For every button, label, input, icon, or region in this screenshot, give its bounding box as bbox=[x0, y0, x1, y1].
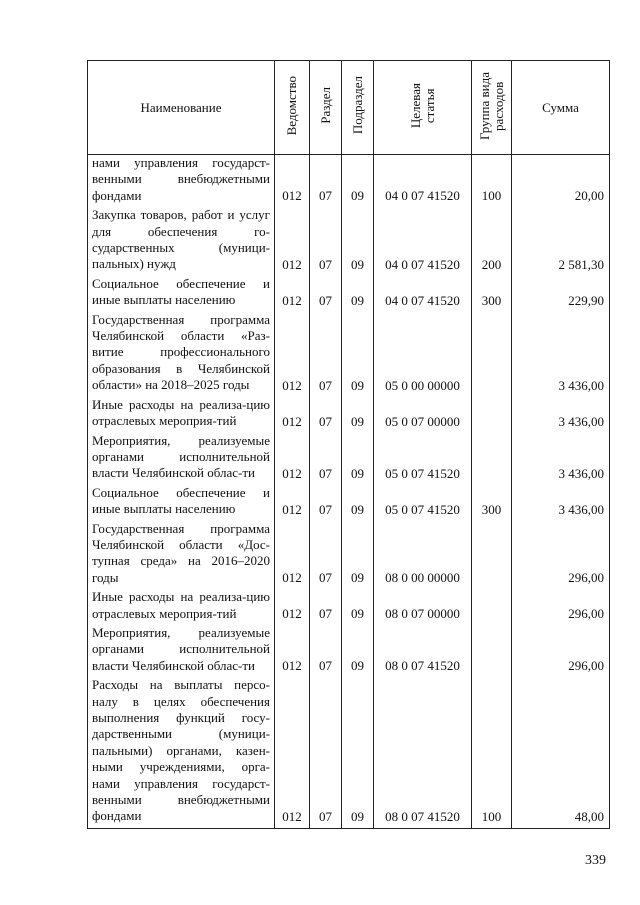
cell-target: 08 0 07 41520 bbox=[374, 625, 472, 677]
cell-exp-group bbox=[472, 589, 512, 625]
page-number: 339 bbox=[585, 853, 606, 868]
cell-target: 04 0 07 41520 bbox=[374, 207, 472, 276]
cell-dept: 012 bbox=[275, 312, 310, 397]
cell-sum: 229,90 bbox=[512, 276, 610, 312]
table-row bbox=[88, 276, 610, 312]
cell-section: 07 bbox=[310, 397, 342, 433]
table-row bbox=[88, 521, 610, 590]
cell-dept: 012 bbox=[275, 589, 310, 625]
cell-dept: 012 bbox=[275, 485, 310, 521]
cell-sum: 296,00 bbox=[512, 625, 610, 677]
header-subsection: Подраздел bbox=[342, 61, 374, 155]
table-row bbox=[88, 677, 610, 828]
cell-dept: 012 bbox=[275, 155, 310, 208]
table-row bbox=[88, 433, 610, 485]
cell-name: Иные расходы на реализа-цию отраслевых мероприя-тий bbox=[88, 589, 275, 625]
cell-exp-group: 100 bbox=[472, 155, 512, 208]
cell-exp-group: 200 bbox=[472, 207, 512, 276]
header-exp-group: Группа вида расходов bbox=[472, 61, 512, 155]
table-row bbox=[88, 485, 610, 521]
cell-name: нами управления государст-венными внебюджетными фондами bbox=[88, 155, 275, 208]
cell-section: 07 bbox=[310, 521, 342, 590]
cell-dept: 012 bbox=[275, 433, 310, 485]
cell-sum: 2 581,30 bbox=[512, 207, 610, 276]
cell-section: 07 bbox=[310, 155, 342, 208]
cell-sum: 296,00 bbox=[512, 521, 610, 590]
header-name: Наименование bbox=[88, 61, 275, 155]
cell-target: 05 0 07 00000 bbox=[374, 397, 472, 433]
cell-exp-group: 300 bbox=[472, 485, 512, 521]
cell-exp-group bbox=[472, 521, 512, 590]
cell-sum: 3 436,00 bbox=[512, 433, 610, 485]
cell-target: 04 0 07 41520 bbox=[374, 276, 472, 312]
table-row bbox=[88, 207, 610, 276]
cell-subsection: 09 bbox=[342, 521, 374, 590]
cell-section: 07 bbox=[310, 485, 342, 521]
cell-section: 07 bbox=[310, 312, 342, 397]
cell-name: Иные расходы на реализа-цию отраслевых мероприя-тий bbox=[88, 397, 275, 433]
cell-dept: 012 bbox=[275, 521, 310, 590]
cell-section: 07 bbox=[310, 589, 342, 625]
budget-table bbox=[87, 60, 610, 829]
cell-exp-group: 300 bbox=[472, 276, 512, 312]
cell-subsection: 09 bbox=[342, 397, 374, 433]
cell-section: 07 bbox=[310, 625, 342, 677]
cell-target: 05 0 00 00000 bbox=[374, 312, 472, 397]
table-header-row bbox=[88, 61, 610, 155]
cell-subsection: 09 bbox=[342, 677, 374, 828]
cell-name: Закупка товаров, работ и услуг для обеспечения го-сударственных (муници-пальных) нужд bbox=[88, 207, 275, 276]
cell-sum: 3 436,00 bbox=[512, 312, 610, 397]
cell-section: 07 bbox=[310, 207, 342, 276]
cell-dept: 012 bbox=[275, 207, 310, 276]
cell-exp-group: 100 bbox=[472, 677, 512, 828]
table-row bbox=[88, 625, 610, 677]
cell-target: 05 0 07 41520 bbox=[374, 485, 472, 521]
cell-sum: 48,00 bbox=[512, 677, 610, 828]
cell-name: Социальное обеспечение и иные выплаты населению bbox=[88, 276, 275, 312]
cell-subsection: 09 bbox=[342, 207, 374, 276]
cell-subsection: 09 bbox=[342, 312, 374, 397]
header-target: Целевая статья bbox=[374, 61, 472, 155]
cell-name: Мероприятия, реализуемые органами исполнительной власти Челябинской облас-ти bbox=[88, 433, 275, 485]
cell-name: Государственная программа Челябинской области «Раз-витие профессионального образования в Челябинской области» на 2018–2025 годы bbox=[88, 312, 275, 397]
cell-name: Государственная программа Челябинской области «Дос-тупная среда» на 2016–2020 годы bbox=[88, 521, 275, 590]
table-row bbox=[88, 155, 610, 208]
table-row bbox=[88, 312, 610, 397]
cell-sum: 20,00 bbox=[512, 155, 610, 208]
cell-subsection: 09 bbox=[342, 276, 374, 312]
cell-subsection: 09 bbox=[342, 433, 374, 485]
cell-target: 08 0 00 00000 bbox=[374, 521, 472, 590]
cell-target: 04 0 07 41520 bbox=[374, 155, 472, 208]
cell-subsection: 09 bbox=[342, 155, 374, 208]
cell-target: 05 0 07 41520 bbox=[374, 433, 472, 485]
cell-section: 07 bbox=[310, 433, 342, 485]
cell-target: 08 0 07 00000 bbox=[374, 589, 472, 625]
cell-exp-group bbox=[472, 397, 512, 433]
cell-dept: 012 bbox=[275, 677, 310, 828]
cell-dept: 012 bbox=[275, 397, 310, 433]
table-row bbox=[88, 397, 610, 433]
cell-name: Расходы на выплаты персо-налу в целях обеспечения выполнения функций госу-дарственными (муници-пальными) органами, казен-ными учреждениями, орга-нами управления государст-венными внебюджетными фондами bbox=[88, 677, 275, 828]
cell-subsection: 09 bbox=[342, 625, 374, 677]
table-row bbox=[88, 589, 610, 625]
cell-name: Мероприятия, реализуемые органами исполнительной власти Челябинской облас-ти bbox=[88, 625, 275, 677]
cell-section: 07 bbox=[310, 276, 342, 312]
cell-sum: 3 436,00 bbox=[512, 397, 610, 433]
cell-exp-group bbox=[472, 433, 512, 485]
cell-dept: 012 bbox=[275, 276, 310, 312]
header-dept: Ведомство bbox=[275, 61, 310, 155]
cell-exp-group bbox=[472, 625, 512, 677]
cell-subsection: 09 bbox=[342, 485, 374, 521]
header-sum: Сумма bbox=[512, 61, 610, 155]
cell-exp-group bbox=[472, 312, 512, 397]
header-section: Раздел bbox=[310, 61, 342, 155]
cell-sum: 296,00 bbox=[512, 589, 610, 625]
cell-section: 07 bbox=[310, 677, 342, 828]
cell-sum: 3 436,00 bbox=[512, 485, 610, 521]
cell-subsection: 09 bbox=[342, 589, 374, 625]
cell-target: 08 0 07 41520 bbox=[374, 677, 472, 828]
cell-name: Социальное обеспечение и иные выплаты населению bbox=[88, 485, 275, 521]
cell-dept: 012 bbox=[275, 625, 310, 677]
